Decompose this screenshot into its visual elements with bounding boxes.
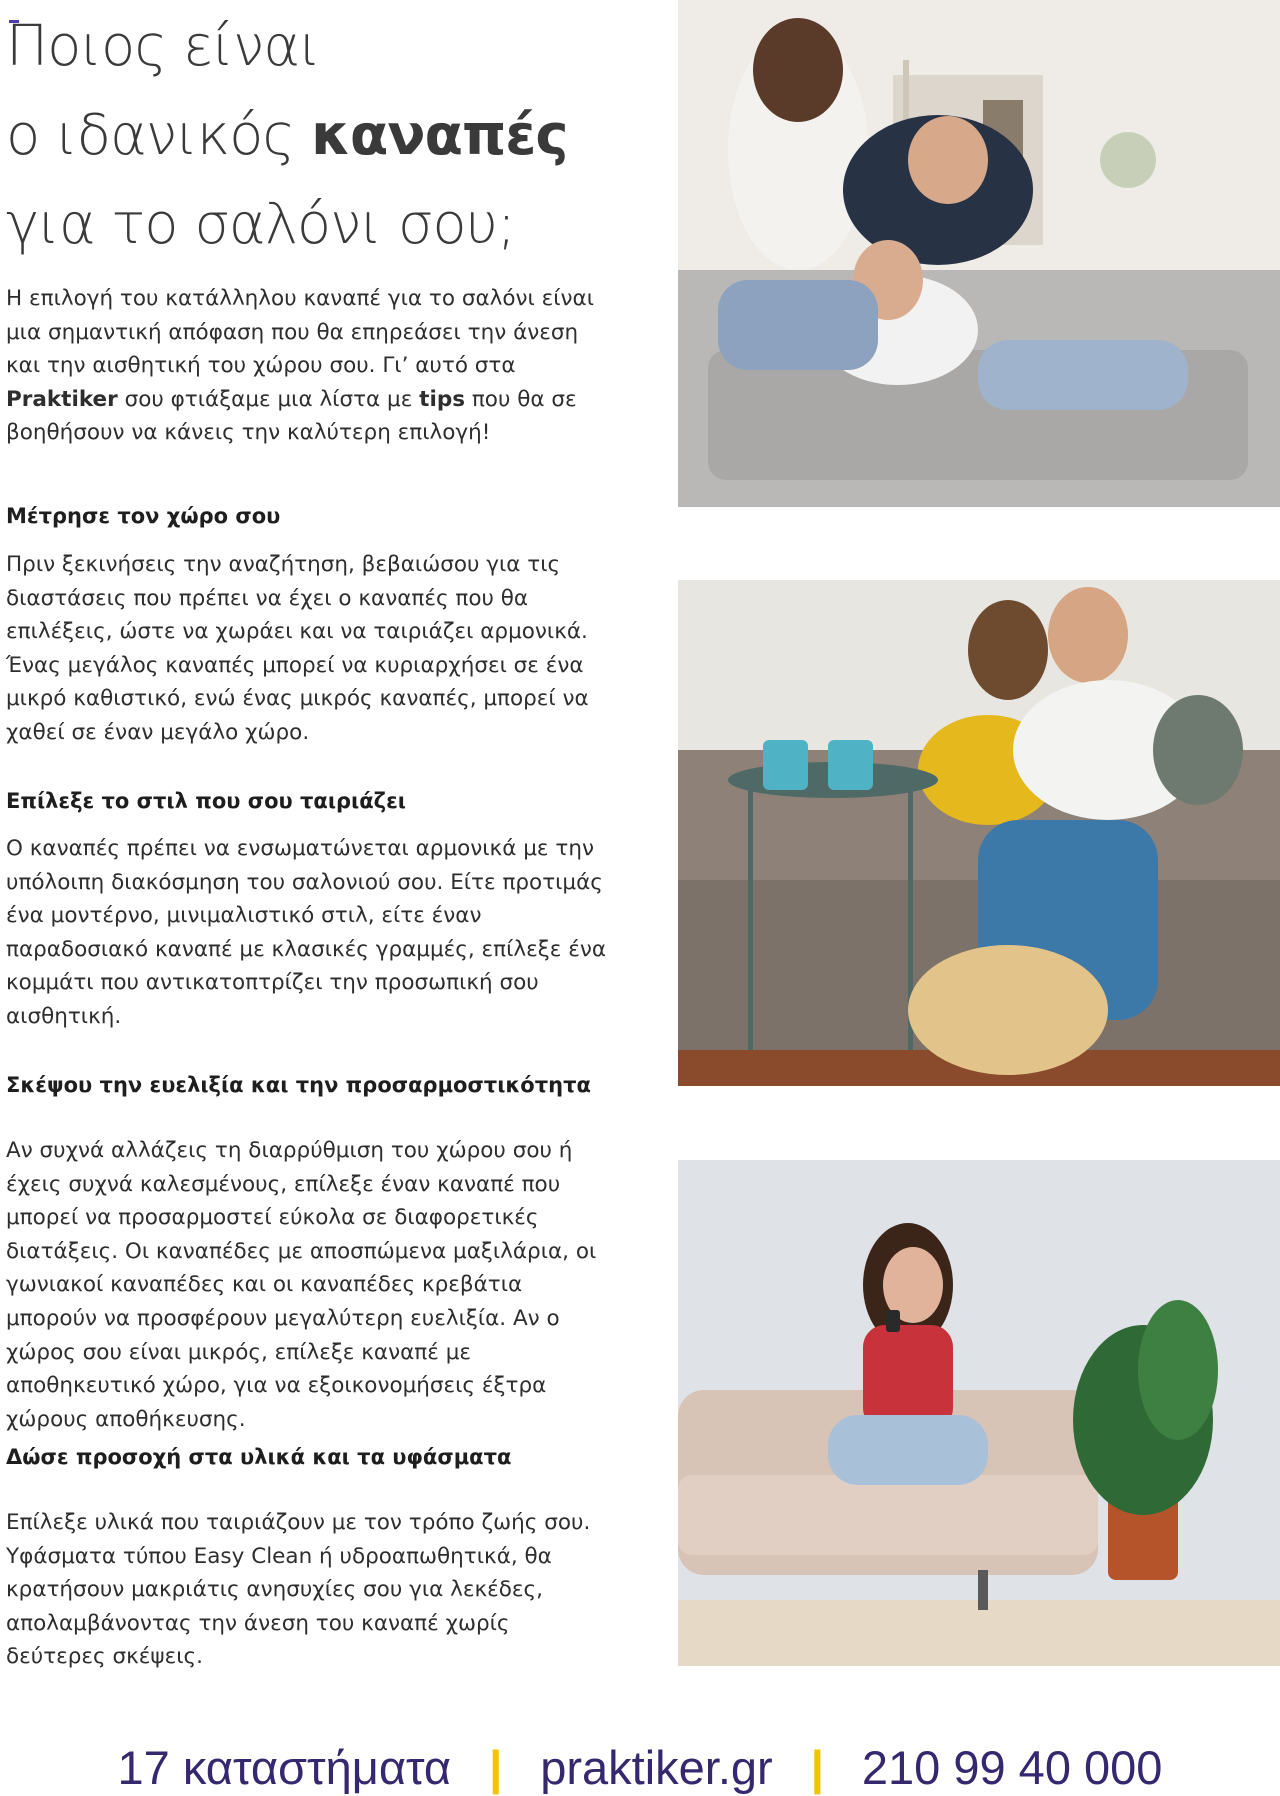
title-line-3: για το σαλόνι σου;: [6, 192, 515, 257]
title-line-1: Ποιος είναι: [6, 14, 320, 79]
intro-paragraph: [6, 282, 606, 450]
intro-text-1: Η επιλογή του κατάλληλου καναπέ για το σαλόνι είναι μια σημαντική απόφαση που θα επηρεάσει την άνεση και την αισθητική του χώρου σου. Γι’ αυτό στα: [6, 286, 594, 379]
couple-sofa-photo: [678, 580, 1280, 1086]
intro-tips: tips: [419, 386, 466, 412]
website-link[interactable]: praktiker.gr: [540, 1740, 773, 1794]
section-heading-3: Σκέψου την ευελιξία και την προσαρμοστικότητα: [6, 1073, 591, 1097]
intro-text-3: που θα σε βοηθήσουν να κάνεις την καλύτερη επιλογή!: [6, 386, 577, 446]
section-text-3: Αν συχνά αλλάζεις τη διαρρύθμιση του χώρου σου ή έχεις συχνά καλεσμένους, επίλεξε έναν καναπέ που μπορεί να προσαρμοστεί εύκολα σε διαφορετικές διατάξεις. Οι καναπέδες με αποσπώμενα μαξιλάρια, οι γωνιακοί καναπέδες και οι καναπέδες κρεβάτια μπορούν να προσφέρουν μεγαλύτερη ευελιξία. Αν ο χώρος σου είναι μικρός, επίλεξε καναπέ με αποθηκευτικό χώρο, για να εξοικονομήσεις έξτρα χώρους αποθήκευσης.: [6, 1138, 597, 1432]
section-heading-2: Επίλεξε το στιλ που σου ταιριάζει: [6, 789, 406, 813]
footer-bar: [0, 1738, 1280, 1796]
title-highlight: καναπές: [311, 103, 568, 168]
section-heading-1: Μέτρησε τον χώρο σου: [6, 504, 281, 528]
stores-count: 17 καταστήματα: [117, 1740, 452, 1794]
section-text-4: Επίλεξε υλικά που ταιριάζουν με τον τρόπο ζωής σου. Υφάσματα τύπου Easy Clean ή υδροαπωθητικά, θα κρατήσουν μακριάτις ανησυχίες σου για λεκέδες, απολαμβάνοντας την άνεση του καναπέ χωρίς δεύτερες σκέψεις.: [6, 1510, 591, 1670]
phone-number[interactable]: 210 99 40 000: [861, 1740, 1163, 1794]
family-sofa-photo: [678, 0, 1280, 507]
intro-brand: Praktiker: [6, 386, 118, 412]
section-heading-4: Δώσε προσοχή στα υλικά και τα υφάσματα: [6, 1445, 512, 1469]
title-line-2: [6, 103, 568, 168]
title-line-2-text: ο ιδανικός: [6, 103, 312, 168]
page-title: [6, 2, 646, 269]
woman-sofa-photo: [678, 1160, 1280, 1666]
footer-separator: |: [489, 1740, 503, 1794]
intro-text-2: σου φτιάξαμε μια λίστα με: [117, 386, 420, 412]
footer-separator: |: [810, 1740, 824, 1794]
section-text-1: Πριν ξεκινήσεις την αναζήτηση, βεβαιώσου για τις διαστάσεις που πρέπει να έχει ο καναπές που θα επιλέξεις, ώστε να χωράει και να ταιριάζει αρμονικά. Ένας μεγάλος καναπές μπορεί να κυριαρχήσει σε ένα μικρό καθιστικό, ενώ ένας μικρός καναπές, μπορεί να χαθεί σε έναν μεγάλο χώρο.: [6, 552, 589, 745]
section-text-2: Ο καναπές πρέπει να ενσωματώνεται αρμονικά με την υπόλοιπη διακόσμηση του σαλονιού σου. Είτε προτιμάς ένα μοντέρνο, μινιμαλιστικό στιλ, είτε έναν παραδοσιακό καναπέ με κλασικές γραμμές, επίλεξε ένα κομμάτι που αντικατοπτρίζει την προσωπική σου αισθητική.: [6, 836, 606, 1029]
